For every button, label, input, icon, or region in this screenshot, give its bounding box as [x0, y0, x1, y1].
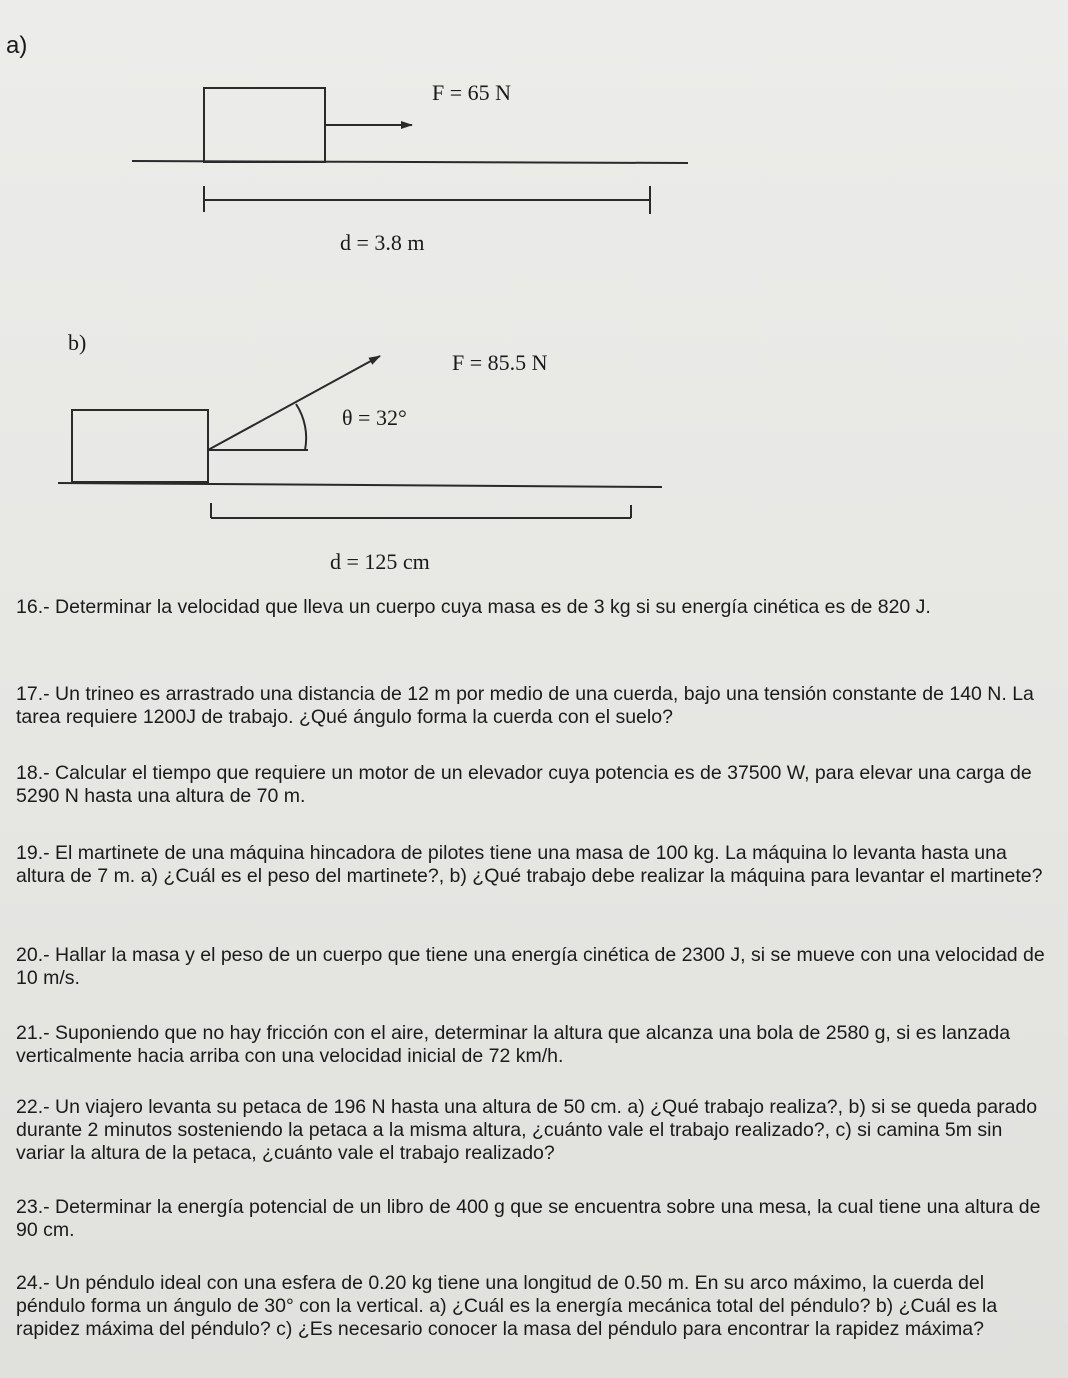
- problem-16: 16.- Determinar la velocidad que lleva un cuerpo cuya masa es de 3 kg si su energía cinética es de 820 J.: [16, 596, 931, 618]
- problem-19: 19.- El martinete de una máquina hincadora de pilotes tiene una masa de 100 kg. La máquina lo levanta hasta una altura de 7 m. a) ¿Cuál es el peso del martinete?, b) ¿Qué trabajo debe realizar la máquina para levantar el martinete?: [16, 842, 1043, 887]
- figure-b-ground: [58, 483, 662, 487]
- figure-b-distance-bracket: [211, 503, 631, 518]
- figure-a-distance-label: d = 3.8 m: [340, 230, 425, 255]
- figure-a-force-label: F = 65 N: [432, 80, 512, 105]
- figure-b-force-arrow: [208, 356, 380, 450]
- problem-21: 21.- Suponiendo que no hay fricción con el aire, determinar la altura que alcanza una bola de 2580 g, si es lanzada verticalmente hacia arriba con una velocidad inicial de 72 km/h.: [16, 1022, 1011, 1067]
- figure-b-label: b): [68, 330, 87, 355]
- problem-23: 23.- Determinar la energía potencial de un libro de 400 g que se encuentra sobre una mesa, la cual tiene una altura de 90 cm.: [16, 1196, 1041, 1241]
- problem-20: 20.- Hallar la masa y el peso de un cuerpo que tiene una energía cinética de 2300 J, si se mueve con una velocidad de 10 m/s.: [16, 944, 1045, 989]
- problem-17: 17.- Un trineo es arrastrado una distancia de 12 m por medio de una cuerda, bajo una tensión constante de 140 N. La tarea requiere 1200J de trabajo. ¿Qué ángulo forma la cuerda con el suelo?: [16, 683, 1034, 728]
- figure-b-force-label: F = 85.5 N: [452, 350, 548, 375]
- problem-22: 22.- Un viajero levanta su petaca de 196 N hasta una altura de 50 cm. a) ¿Qué trabajo realiza?, b) si se queda parado durante 2 minutos sosteniendo la petaca a la misma altura, ¿cuánto vale el trabajo realizado?, c) si camina 5m sin variar la altura de la petaca, ¿cuánto vale el trabajo realizado?: [16, 1096, 1038, 1164]
- figure-b-distance-label: d = 125 cm: [330, 549, 430, 574]
- figure-a-block: [204, 88, 325, 162]
- figure-b-angle-label: θ = 32°: [342, 405, 407, 430]
- figure-b-angle-arc: [296, 404, 306, 450]
- physics-diagrams: [0, 0, 1068, 600]
- problem-24: 24.- Un péndulo ideal con una esfera de 0.20 kg tiene una longitud de 0.50 m. En su arco máximo, la cuerda del péndulo forma un ángulo de 30° con la vertical. a) ¿Cuál es la energía mecánica total del péndulo? b) ¿Cuál es la rapidez máxima del péndulo? c) ¿Es necesario conocer la masa del péndulo para encontrar la rapidez máxima?: [16, 1272, 998, 1340]
- problem-18: 18.- Calcular el tiempo que requiere un motor de un elevador cuya potencia es de 37500 W, para elevar una carga de 5290 N hasta una altura de 70 m.: [16, 762, 1032, 807]
- figure-a-label: a): [6, 32, 28, 59]
- figure-a-distance-bracket: [204, 186, 650, 214]
- figure-b-block: [72, 410, 208, 482]
